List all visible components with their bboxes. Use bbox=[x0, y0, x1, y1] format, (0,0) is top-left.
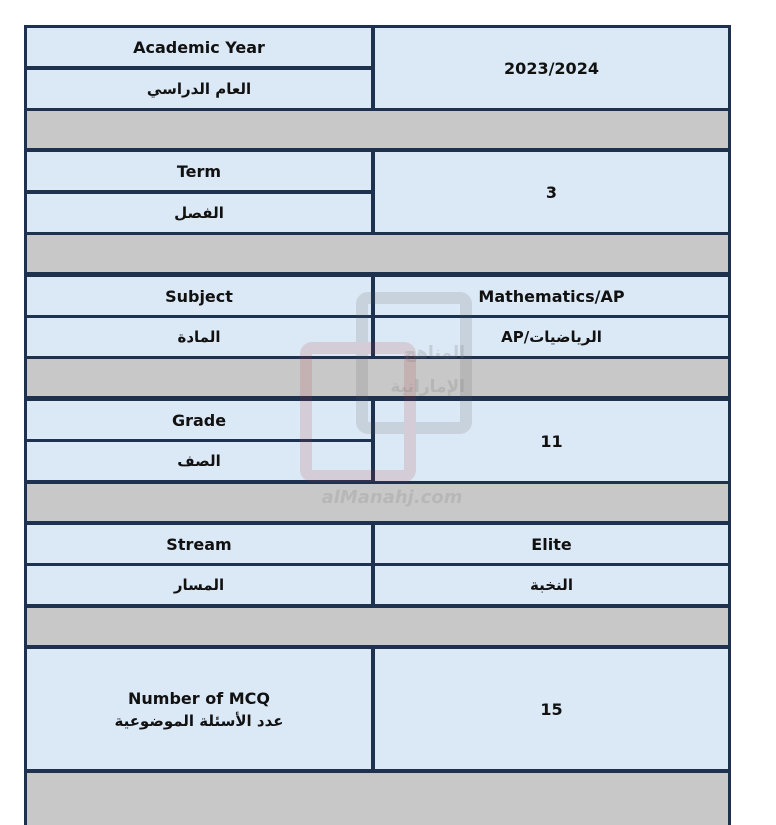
stream-value-en: Elite bbox=[375, 525, 728, 563]
grade-value: 11 bbox=[375, 401, 728, 481]
mcq-label-ar: عدد الأسئلة الموضوعية bbox=[114, 711, 284, 730]
watermark-site: alManahj.com bbox=[321, 487, 463, 508]
watermark-text-ar-1: المناهج bbox=[404, 343, 465, 363]
grade-label-ar: الصف bbox=[27, 442, 371, 480]
stream-value-ar: النخبة bbox=[375, 566, 728, 604]
row-separator bbox=[27, 608, 728, 645]
term-label-en: Term bbox=[27, 152, 371, 190]
subject-value-en: Mathematics/AP bbox=[375, 277, 728, 315]
term-value: 3 bbox=[375, 152, 728, 232]
academic-year-label-ar: العام الدراسي bbox=[27, 70, 371, 108]
row-separator bbox=[27, 359, 728, 396]
watermark-text-ar-2: الإماراتية bbox=[390, 377, 465, 397]
academic-year-value: 2023/2024 bbox=[375, 28, 728, 108]
mcq-value: 15 bbox=[375, 649, 728, 769]
row-separator bbox=[27, 111, 728, 148]
stream-label-ar: المسار bbox=[27, 566, 371, 604]
row-separator bbox=[27, 773, 728, 825]
subject-label-ar: المادة bbox=[27, 318, 371, 356]
mcq-label bbox=[27, 649, 371, 769]
info-table bbox=[24, 25, 731, 825]
row-separator bbox=[27, 484, 728, 521]
academic-year-label-en: Academic Year bbox=[27, 28, 371, 66]
subject-label-en: Subject bbox=[27, 277, 371, 315]
stream-label-en: Stream bbox=[27, 525, 371, 563]
grade-label-en: Grade bbox=[27, 401, 371, 439]
term-label-ar: الفصل bbox=[27, 194, 371, 232]
subject-value-ar: الرياضيات/AP bbox=[375, 318, 728, 356]
mcq-label-en: Number of MCQ bbox=[127, 688, 270, 708]
row-separator bbox=[27, 235, 728, 272]
